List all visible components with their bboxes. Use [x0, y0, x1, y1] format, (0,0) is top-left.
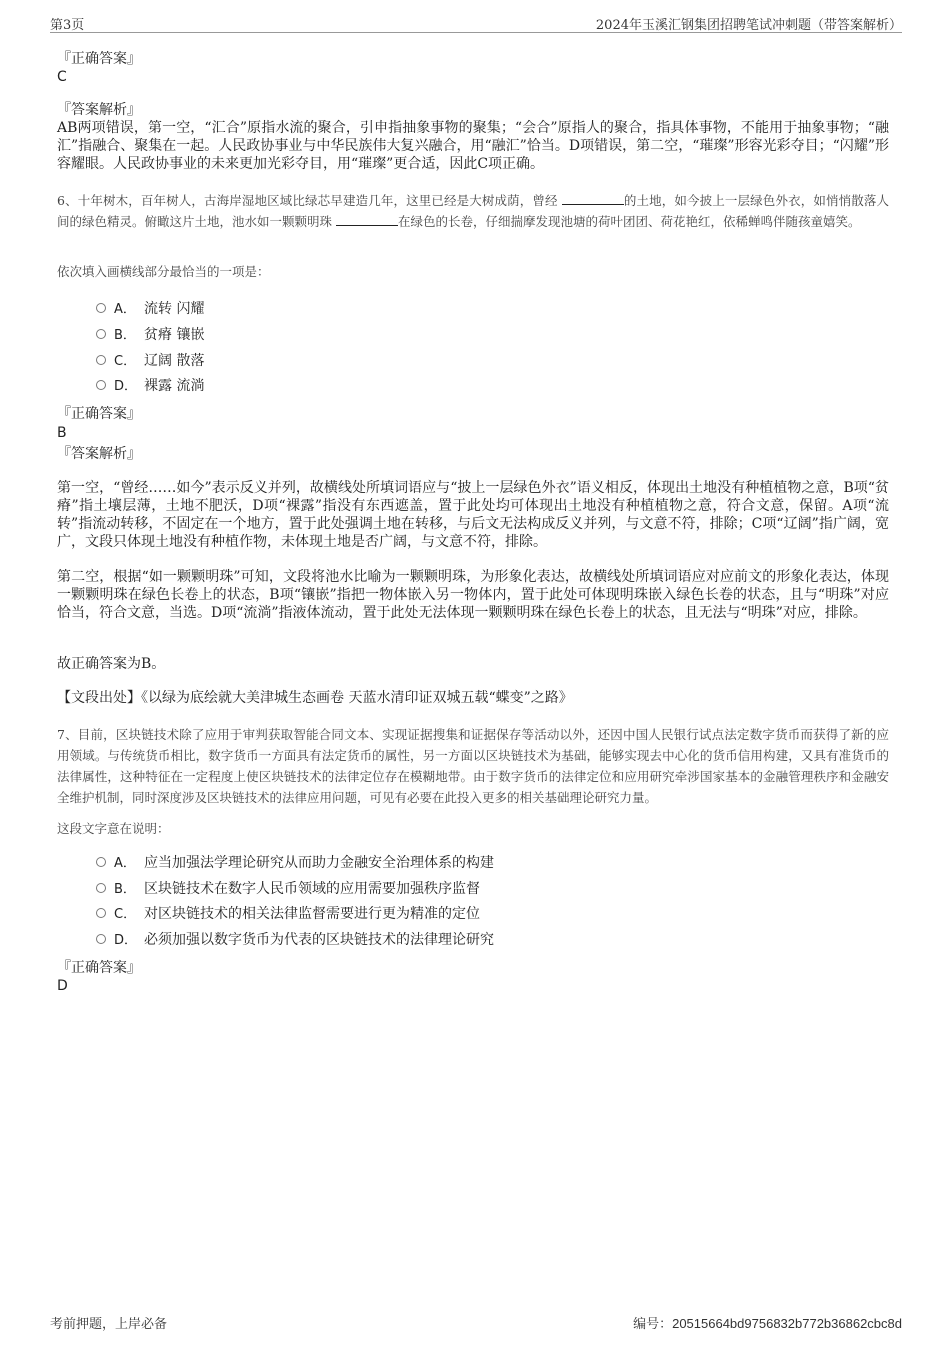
q6-stem-part1: 6、十年树木，百年树人，古海岸湿地区域比绿芯早建造几年，这里已经是大树成荫，曾经	[57, 193, 562, 208]
radio-icon[interactable]	[96, 934, 106, 944]
radio-icon[interactable]	[96, 380, 106, 390]
radio-icon[interactable]	[96, 355, 106, 365]
q6-analysis-label: 『答案解析』	[57, 446, 141, 462]
q7-option-a[interactable]: A． 应当加强法学理论研究从而助力金融安全治理体系的构建	[96, 853, 494, 873]
q6-source: 【文段出处】《以绿为底绘就大美津城生态画卷 天蓝水清印证双城五载“蝶变”之路》	[57, 690, 573, 706]
radio-icon[interactable]	[96, 908, 106, 918]
q6-analysis-conclusion: 故正确答案为B。	[57, 656, 166, 672]
q5-answer-label: 『正确答案』	[57, 51, 141, 67]
q6-blank-1	[562, 192, 624, 205]
q6-option-d[interactable]: D． 裸露 流淌	[96, 376, 204, 396]
document-code-value: 20515664bd9756832b772b36862cbc8d	[672, 1316, 902, 1331]
q6-option-a[interactable]: A． 流转 闪耀	[96, 299, 204, 319]
q7-option-c[interactable]: C． 对区块链技术的相关法律监督需要进行更为精准的定位	[96, 904, 480, 924]
footer-slogan: 考前押题，上岸必备	[50, 1317, 168, 1332]
document-code	[633, 1313, 902, 1332]
q7-option-d[interactable]: D． 必须加强以数字货币为代表的区块链技术的法律理论研究	[96, 930, 494, 950]
q6-analysis-p2: 第二空，根据“如一颗颗明珠”可知，文段将池水比喻为一颗颗明珠，为形象化表达，故横线处所填词语应对应前文的形象化表达，体现一颗颗明珠在绿色长卷上的状态，B项“镶嵌”指把一物体嵌入另一物体内，置于此处可体现明珠嵌入绿色长卷的状态，且与“明珠”对应恰当，符合文意，当选。D项“流淌”指液体流动，置于此处无法体现一颗颗明珠在绿色长卷上的状态，且无法与“明珠”对应，排除。	[57, 569, 889, 621]
radio-icon[interactable]	[96, 883, 106, 893]
q7-stem: 7、目前，区块链技术除了应用于审判获取智能合同文本、实现证据搜集和证据保存等活动以外，还因中国人民银行试点法定数字货币而获得了新的应用领域。与传统货币相比，数字货币一方面具有法定货币的属性，另一方面以区块链技术为基础，能够实现去中心化的货币信用构建，又具有准货币的法律属性，这种特征在一定程度上使区块链技术的法律定位存在模糊地带。由于数字货币的法律定位和应用研究牵涉国家基本的金融管理秩序和金融安全维护机制，同时深度涉及区块链技术的法律应用问题，可见有必要在此投入更多的相关基础理论研究力量。	[57, 727, 889, 805]
radio-icon[interactable]	[96, 329, 106, 339]
q6-prompt: 依次填入画横线部分最恰当的一项是：	[57, 264, 270, 279]
q6-stem-part2: 的土地，如今披上一层绿色外衣，如悄悄散落人间的绿色精灵。俯瞰这片土地，池水如一颗颗明珠	[57, 193, 889, 229]
q5-answer: C	[57, 69, 67, 85]
q5-analysis: AB两项错误，第一空，“汇合”原指水流的聚合，引申指抽象事物的聚集；“会合”原指人的聚合，指具体事物，不能用于抽象事物；“融汇”指融合、聚集在一起。人民政协事业与中华民族伟大复兴融合，用“融汇”恰当。D项错误，第二空，“璀璨”形容光彩夺目；“闪耀”形容耀眼。人民政协事业的未来更加光彩夺目，用“璀璨”更合适，因此C项正确。	[57, 120, 889, 172]
radio-icon[interactable]	[96, 303, 106, 313]
q6-blank-2	[336, 213, 398, 226]
q6-analysis-p1: 第一空，“曾经……如今”表示反义并列，故横线处所填词语应与“披上一层绿色外衣”语义相反，体现出土地没有种植植物之意，B项“贫瘠”指土壤层薄，土地不肥沃，D项“裸露”指没有东西遮盖，置于此处均可体现出土地没有种植植物之意，符合文意，保留。A项“流转”指流动转移，不固定在一个地方，置于此处强调土地在转移，与后文无法构成反义并列，与文意不符，排除；C项“辽阔”指广阔，宽广，文段只体现土地没有种植作物，未体现土地是否广阔，与文意不符，排除。	[57, 480, 889, 550]
radio-icon[interactable]	[96, 857, 106, 867]
q7-option-b[interactable]: B． 区块链技术在数字人民币领域的应用需要加强秩序监督	[96, 879, 480, 899]
q7-prompt: 这段文字意在说明：	[57, 821, 170, 836]
document-title: 2024年玉溪汇钢集团招聘笔试冲刺题（带答案解析）	[595, 18, 902, 33]
document-code-label: 编号：	[633, 1317, 673, 1332]
page-number: 第3页	[50, 18, 85, 33]
q6-stem	[57, 190, 889, 232]
q6-option-c[interactable]: C． 辽阔 散落	[96, 351, 204, 371]
q7-answer: D	[57, 978, 68, 994]
page-header	[50, 14, 902, 33]
q7-answer-label: 『正确答案』	[57, 960, 141, 976]
q6-answer-label: 『正确答案』	[57, 406, 141, 422]
q6-option-b[interactable]: B． 贫瘠 镶嵌	[96, 325, 204, 345]
q6-stem-part3: 在绿色的长卷，仔细揣摩发现池塘的荷叶团团、荷花艳红，依稀蝉鸣伴随孩童嬉笑。	[397, 214, 861, 229]
q5-analysis-label: 『答案解析』	[57, 102, 141, 118]
q6-answer: B	[57, 425, 67, 441]
